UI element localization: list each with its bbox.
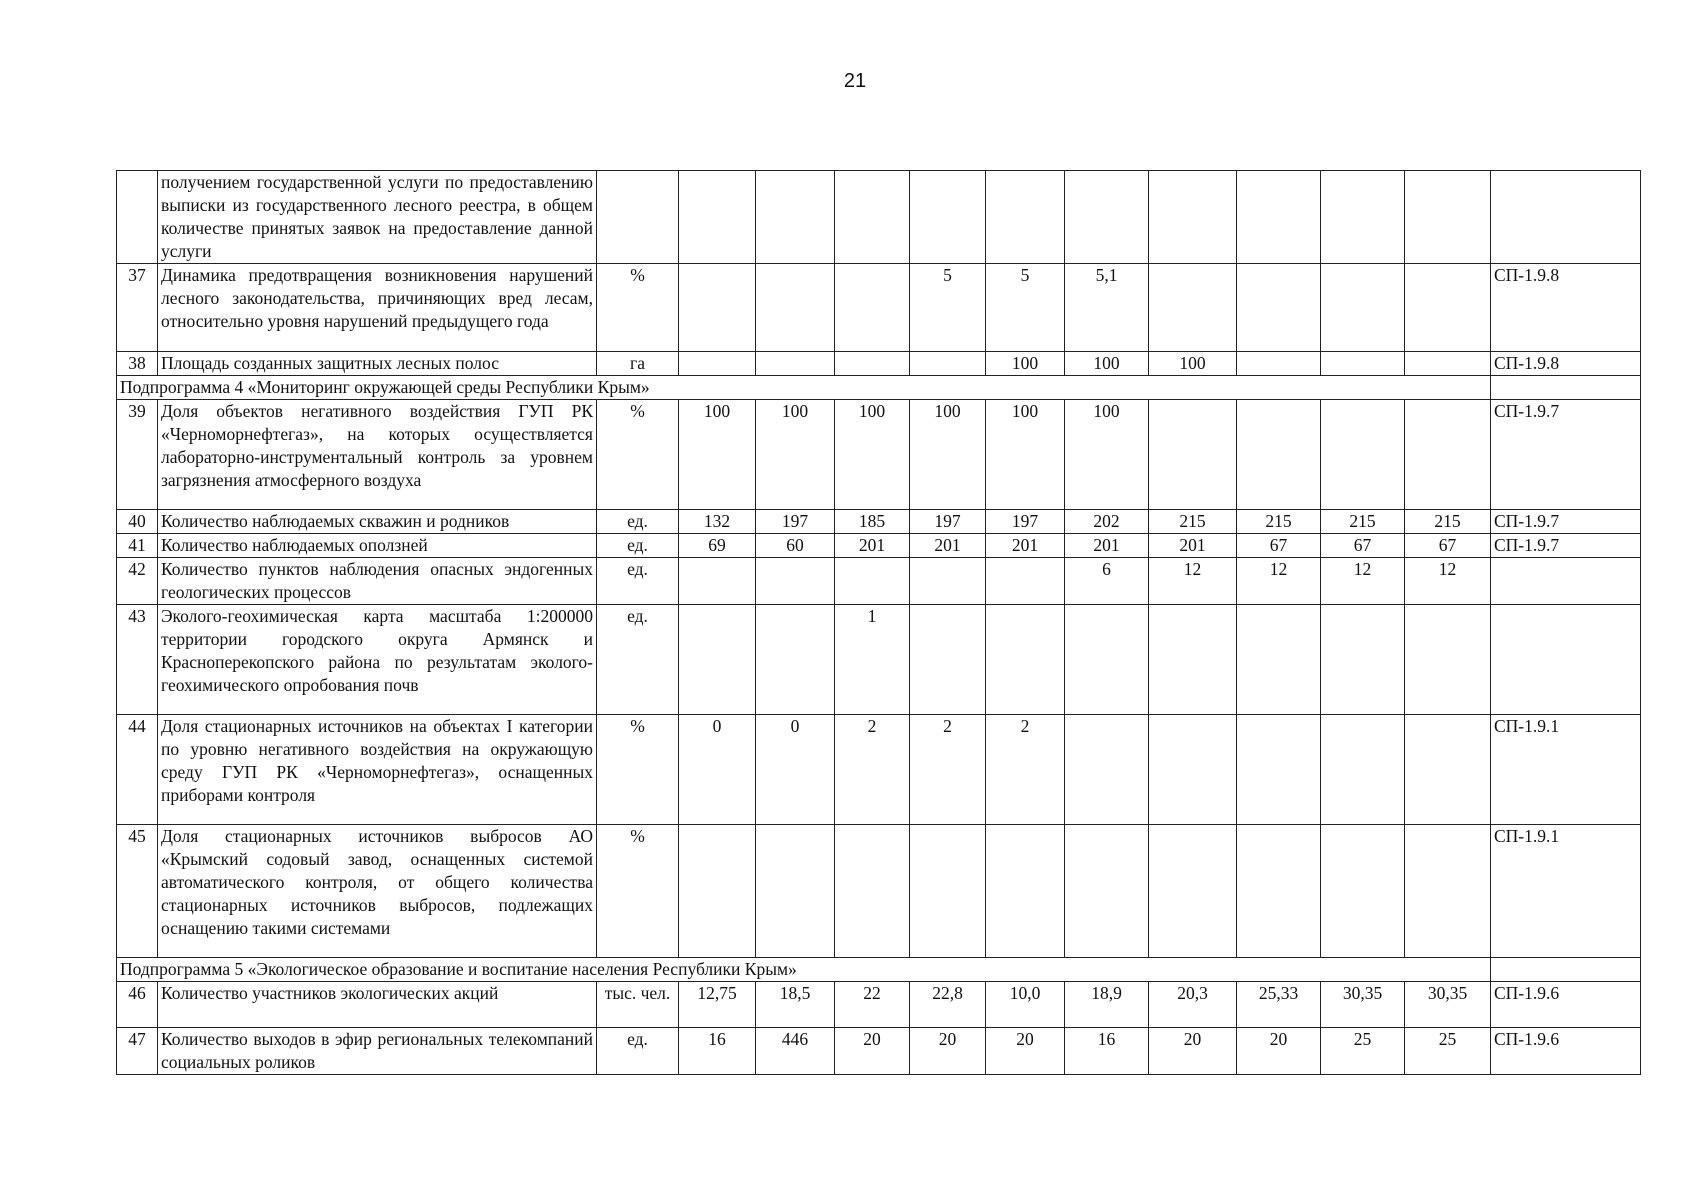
value-cell [1065,171,1149,264]
value-cell: 100 [986,352,1065,376]
unit-cell: % [597,400,679,510]
value-cell: 201 [1149,534,1237,558]
value-cell: 197 [910,510,986,534]
program-code: СП-1.9.7 [1491,510,1641,534]
value-cell: 100 [910,400,986,510]
value-cell [1321,352,1405,376]
row-number: 40 [117,510,158,534]
value-cell [1321,715,1405,825]
value-cell [679,558,756,605]
value-cell [1237,352,1321,376]
value-cell: 2 [986,715,1065,825]
indicator-name: Доля стационарных источников выбросов АО «Крымский содовый завод, оснащенных системой автоматического контроля, от общего количества стационарных источников выбросов, подлежащих оснащению такими системами [158,825,597,958]
value-cell [986,171,1065,264]
section-row [117,958,1641,982]
unit-cell: га [597,352,679,376]
value-cell [1237,171,1321,264]
value-cell: 67 [1237,534,1321,558]
value-cell: 12 [1149,558,1237,605]
row-number: 46 [117,982,158,1028]
table-row [117,510,1641,534]
indicator-name: Доля стационарных источников на объектах I категории по уровню негативного воздействия на окружающую среду ГУП РК «Черноморнефтегаз», оснащенных приборами контроля [158,715,597,825]
value-cell: 20 [910,1028,986,1075]
value-cell [910,605,986,715]
value-cell [1149,400,1237,510]
value-cell: 20 [835,1028,910,1075]
value-cell [1237,264,1321,352]
value-cell: 12 [1321,558,1405,605]
value-cell [1065,825,1149,958]
value-cell: 22,8 [910,982,986,1028]
value-cell [679,171,756,264]
value-cell [910,558,986,605]
value-cell: 20 [1237,1028,1321,1075]
value-cell [1321,264,1405,352]
program-code [1491,171,1641,264]
table-row [117,558,1641,605]
value-cell: 25 [1321,1028,1405,1075]
row-number: 43 [117,605,158,715]
row-number [117,171,158,264]
value-cell [986,605,1065,715]
value-cell [1321,400,1405,510]
value-cell [986,825,1065,958]
value-cell: 1 [835,605,910,715]
value-cell [1321,825,1405,958]
unit-cell: ед. [597,1028,679,1075]
value-cell [1321,171,1405,264]
value-cell [986,558,1065,605]
value-cell [1237,825,1321,958]
value-cell: 20 [986,1028,1065,1075]
value-cell [1149,715,1237,825]
value-cell [835,825,910,958]
value-cell [1065,715,1149,825]
empty-cell [1491,376,1641,400]
indicator-name: получением государственной услуги по предоставлению выписки из государственного лесного реестра, в общем количестве принятых заявок на предоставление данной услуги [158,171,597,264]
indicator-name: Доля объектов негативного воздействия ГУП РК «Черноморнефтегаз», на которых осуществляется лабораторно-инструментальный контроль за уровнем загрязнения атмосферного воздуха [158,400,597,510]
value-cell [835,558,910,605]
indicator-name: Количество наблюдаемых скважин и родников [158,510,597,534]
value-cell [1237,400,1321,510]
value-cell [756,171,835,264]
program-code: СП-1.9.7 [1491,400,1641,510]
value-cell [1149,264,1237,352]
indicator-name: Количество выходов в эфир региональных телекомпаний социальных роликов [158,1028,597,1075]
value-cell: 201 [986,534,1065,558]
value-cell [756,605,835,715]
value-cell [835,171,910,264]
value-cell: 215 [1149,510,1237,534]
value-cell: 100 [756,400,835,510]
table-row [117,352,1641,376]
value-cell: 201 [1065,534,1149,558]
value-cell [1149,171,1237,264]
value-cell: 67 [1405,534,1491,558]
unit-cell: ед. [597,534,679,558]
value-cell [1149,605,1237,715]
value-cell [679,605,756,715]
value-cell: 5 [910,264,986,352]
unit-cell: тыс. чел. [597,982,679,1028]
value-cell [679,352,756,376]
value-cell: 215 [1321,510,1405,534]
value-cell: 100 [986,400,1065,510]
indicator-name: Количество пунктов наблюдения опасных эндогенных геологических процессов [158,558,597,605]
value-cell: 201 [835,534,910,558]
value-cell: 5 [986,264,1065,352]
table-body [117,171,1641,1075]
value-cell [835,264,910,352]
empty-cell [1491,958,1641,982]
program-code: СП-1.9.1 [1491,825,1641,958]
table-row [117,825,1641,958]
value-cell: 100 [1065,400,1149,510]
table-row [117,715,1641,825]
value-cell: 215 [1405,510,1491,534]
value-cell: 0 [756,715,835,825]
value-cell [1149,825,1237,958]
row-number: 47 [117,1028,158,1075]
table-row [117,400,1641,510]
indicator-name: Площадь созданных защитных лесных полос [158,352,597,376]
value-cell [756,558,835,605]
page-number: 21 [843,70,867,92]
program-code: СП-1.9.8 [1491,352,1641,376]
value-cell [1405,264,1491,352]
value-cell [910,171,986,264]
value-cell: 100 [679,400,756,510]
value-cell [679,825,756,958]
value-cell: 18,9 [1065,982,1149,1028]
value-cell: 197 [986,510,1065,534]
value-cell: 215 [1237,510,1321,534]
program-code: СП-1.9.6 [1491,1028,1641,1075]
value-cell [1065,605,1149,715]
table-row [117,264,1641,352]
section-row [117,376,1641,400]
unit-cell: % [597,264,679,352]
indicators-table [116,170,1641,1075]
value-cell [756,264,835,352]
value-cell: 10,0 [986,982,1065,1028]
table-row [117,1028,1641,1075]
value-cell: 25 [1405,1028,1491,1075]
section-title: Подпрограмма 4 «Мониторинг окружающей среды Республики Крым» [117,376,1491,400]
value-cell: 185 [835,510,910,534]
value-cell: 2 [835,715,910,825]
value-cell: 16 [679,1028,756,1075]
row-number: 39 [117,400,158,510]
table-row [117,982,1641,1028]
value-cell [1237,605,1321,715]
value-cell: 197 [756,510,835,534]
value-cell [1405,715,1491,825]
row-number: 37 [117,264,158,352]
value-cell: 18,5 [756,982,835,1028]
program-code: СП-1.9.7 [1491,534,1641,558]
value-cell: 6 [1065,558,1149,605]
program-code: СП-1.9.6 [1491,982,1641,1028]
value-cell [1405,171,1491,264]
value-cell: 446 [756,1028,835,1075]
value-cell: 202 [1065,510,1149,534]
value-cell: 69 [679,534,756,558]
section-title: Подпрограмма 5 «Экологическое образование и воспитание населения Республики Крым» [117,958,1491,982]
table-row [117,534,1641,558]
unit-cell: % [597,825,679,958]
value-cell: 132 [679,510,756,534]
value-cell [1321,605,1405,715]
value-cell: 60 [756,534,835,558]
value-cell [910,825,986,958]
value-cell [1237,715,1321,825]
row-number: 44 [117,715,158,825]
value-cell: 201 [910,534,986,558]
value-cell [756,352,835,376]
value-cell [1405,352,1491,376]
value-cell: 25,33 [1237,982,1321,1028]
table-row [117,605,1641,715]
unit-cell: ед. [597,510,679,534]
indicator-name: Эколого-геохимическая карта масштаба 1:200000 территории городского округа Армянск и Красноперекопского района по результатам эколого-геохимического опробования почв [158,605,597,715]
value-cell: 12 [1405,558,1491,605]
value-cell: 30,35 [1405,982,1491,1028]
indicator-name: Количество наблюдаемых оползней [158,534,597,558]
row-number: 38 [117,352,158,376]
value-cell [1405,400,1491,510]
value-cell: 20 [1149,1028,1237,1075]
row-number: 45 [117,825,158,958]
value-cell: 12,75 [679,982,756,1028]
value-cell: 100 [1149,352,1237,376]
value-cell: 20,3 [1149,982,1237,1028]
unit-cell: ед. [597,605,679,715]
value-cell: 16 [1065,1028,1149,1075]
value-cell: 5,1 [1065,264,1149,352]
value-cell: 2 [910,715,986,825]
program-code: СП-1.9.8 [1491,264,1641,352]
value-cell: 0 [679,715,756,825]
value-cell [835,352,910,376]
row-number: 42 [117,558,158,605]
value-cell: 67 [1321,534,1405,558]
indicator-name: Количество участников экологических акций [158,982,597,1028]
program-code [1491,558,1641,605]
indicator-name: Динамика предотвращения возникновения нарушений лесного законодательства, причиняющих вред лесам, относительно уровня нарушений предыдущего года [158,264,597,352]
value-cell [910,352,986,376]
unit-cell [597,171,679,264]
value-cell: 100 [1065,352,1149,376]
value-cell: 12 [1237,558,1321,605]
row-number: 41 [117,534,158,558]
value-cell: 22 [835,982,910,1028]
value-cell [1405,825,1491,958]
value-cell: 100 [835,400,910,510]
value-cell: 30,35 [1321,982,1405,1028]
unit-cell: ед. [597,558,679,605]
value-cell [756,825,835,958]
unit-cell: % [597,715,679,825]
value-cell [1405,605,1491,715]
value-cell [679,264,756,352]
program-code: СП-1.9.1 [1491,715,1641,825]
program-code [1491,605,1641,715]
table-row [117,171,1641,264]
